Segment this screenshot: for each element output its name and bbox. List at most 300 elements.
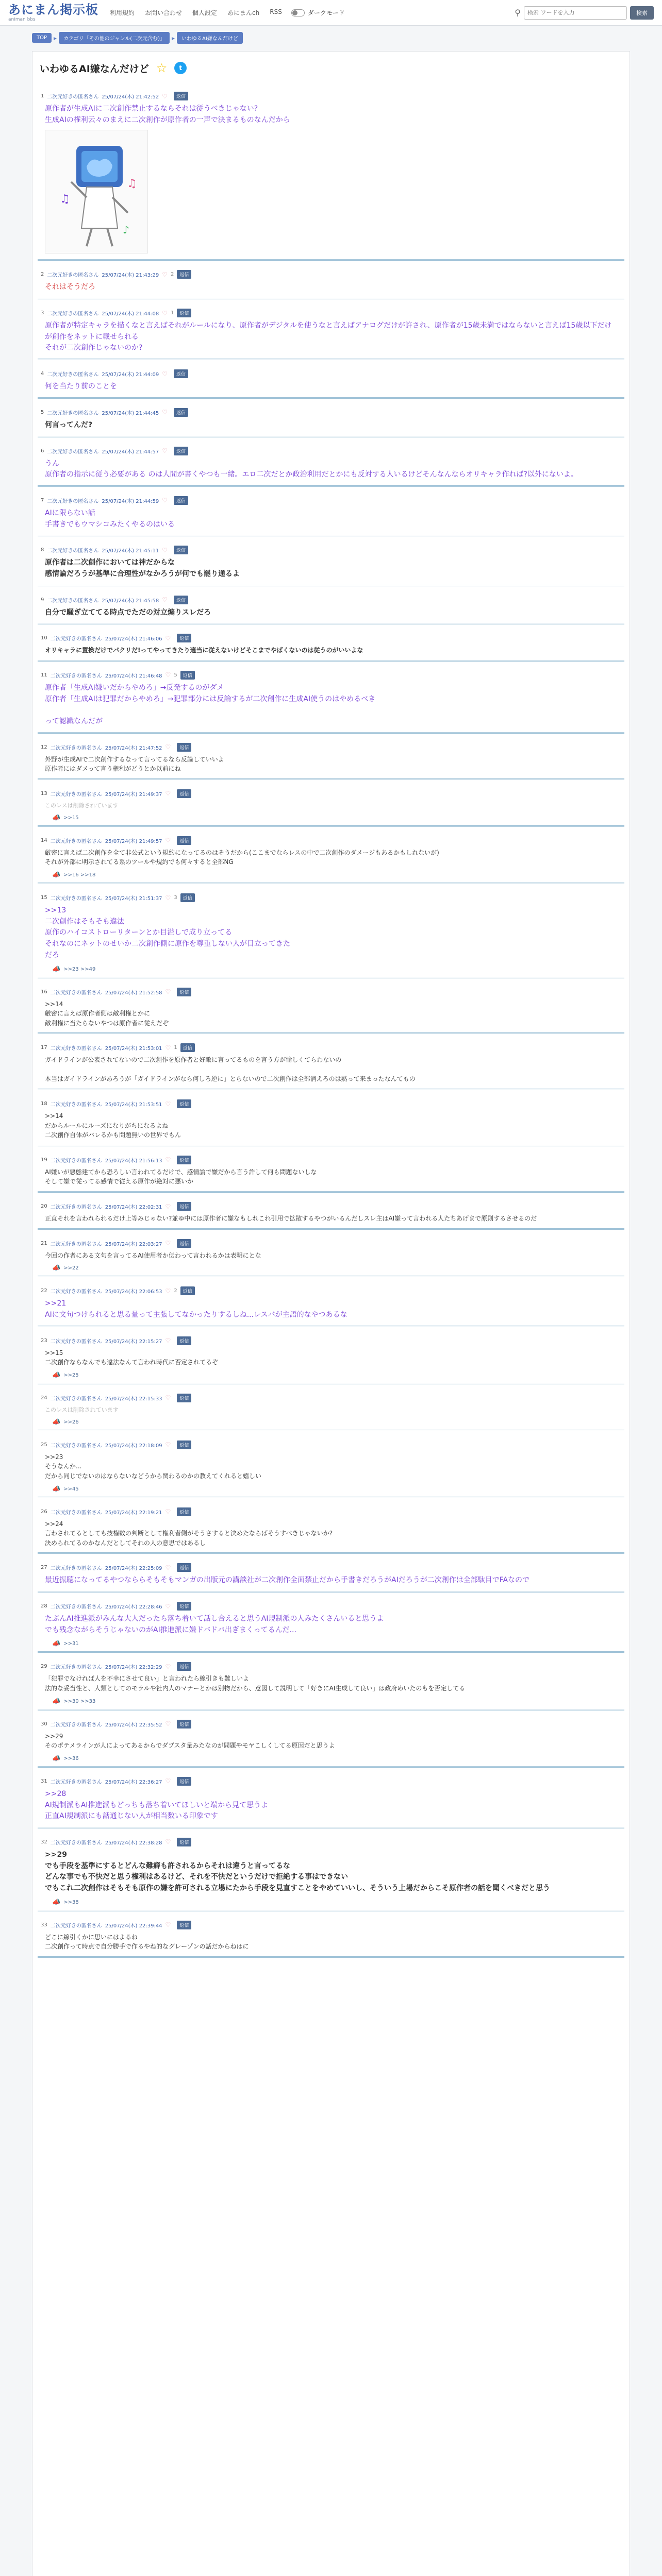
post xyxy=(38,1657,624,1714)
reply-anchors[interactable]: >>25 xyxy=(63,1372,79,1378)
post-number[interactable]: 1 xyxy=(41,93,44,99)
post xyxy=(38,1094,624,1150)
post-number[interactable]: 14 xyxy=(41,837,47,843)
poster-name: 二次元好きの匿名さん xyxy=(47,548,99,554)
post xyxy=(38,982,624,1039)
post-body: オリキャラに置換だけでパクリだ!ってやってきたり適当に従えないけどそこまでやばくないのは従うのがいいよな xyxy=(45,647,363,654)
like-count: 1 xyxy=(174,1045,177,1051)
post-date: 25/07/24(木) 22:06:53 xyxy=(105,1289,162,1295)
post xyxy=(38,888,624,982)
heart-icon[interactable]: ♡ xyxy=(165,1838,171,1846)
reply-links[interactable] xyxy=(38,1416,624,1427)
post-number[interactable]: 17 xyxy=(41,1045,47,1051)
nav-terms[interactable]: 利用規約 xyxy=(110,9,135,16)
post-number[interactable]: 27 xyxy=(41,1565,47,1571)
post-date: 25/07/24(木) 21:53:01 xyxy=(105,1046,162,1052)
post-body: 何言ってんだ? xyxy=(45,420,93,429)
post-number[interactable]: 5 xyxy=(41,409,44,415)
heart-icon[interactable]: ♡ xyxy=(162,92,168,100)
post-body: 「犯罪でなければ人を不幸にさせて良い」と言われたら線引きも難しいよ 法的な妥当性と、人類としてのモラルや社内人のマナーとかは別物だから、意図して説明して「好きにAI生成して良い」は政府めいたのもを否定してる xyxy=(45,1675,466,1692)
search-area xyxy=(515,6,654,20)
bullhorn-icon: 📣 xyxy=(52,814,61,822)
post xyxy=(38,442,624,491)
post-meta xyxy=(38,1838,624,1846)
poster-name: 二次元好きの匿名さん xyxy=(50,1046,102,1052)
post-date: 25/07/24(木) 22:32:29 xyxy=(105,1665,162,1671)
post-meta xyxy=(38,546,624,554)
reply-button[interactable]: 返信 xyxy=(177,789,191,798)
thread-title: いわゆるAI嫌なんだけど xyxy=(40,63,149,75)
post-meta xyxy=(38,1777,624,1786)
chevron-right-icon: ▸ xyxy=(172,34,175,42)
heart-icon[interactable]: ♡ xyxy=(162,447,168,454)
reply-links[interactable] xyxy=(38,1369,624,1380)
reply-button[interactable]: 返信 xyxy=(177,1777,191,1786)
post-body: >>24 言わされてるとしても技権数の判断として権利者側がそうさすると決めたならばそうすべきじゃないか? 決められてるのかなんだとしてそれの人の意思ではあるし xyxy=(45,1520,333,1547)
heart-icon[interactable]: ♡ xyxy=(165,1240,171,1247)
post-meta xyxy=(38,309,624,317)
post-meta xyxy=(38,408,624,417)
post xyxy=(38,1772,624,1833)
post-number[interactable]: 26 xyxy=(41,1509,47,1515)
toggle-track[interactable] xyxy=(291,9,305,16)
logo-subtitle: animan bbs xyxy=(8,16,36,22)
reply-button[interactable]: 返信 xyxy=(177,1720,191,1728)
heart-icon[interactable]: ♡ xyxy=(165,1777,171,1785)
heart-icon[interactable]: ♡ xyxy=(165,1337,171,1345)
post-body: >>28 AI規制派もAI推進派もどっちも落ち着いてほしいと端から見て思うよ 正直AI規制派にも話通じない人が相当数いる印象です xyxy=(45,1789,269,1821)
post xyxy=(38,738,624,784)
post-image[interactable] xyxy=(45,130,148,253)
post-date: 25/07/24(木) 22:03:27 xyxy=(105,1241,162,1247)
poster-name: 二次元好きの匿名さん xyxy=(50,1338,102,1345)
post-body: 今回の作者にある文句を言ってるAI使用者か伝わって言われるかは表明にとな xyxy=(45,1251,261,1259)
post-body: たぶんAI推進派がみんな大人だったら落ち着いて話し合えると思うAI規制派の人みたくさんいると思うよ でも残念ながらそうじゃないのがAI推進派に嫌ドバドバ出ぎまくってるんだ... xyxy=(45,1615,384,1634)
reply-anchors[interactable]: >>16 >>18 xyxy=(63,872,96,878)
post xyxy=(38,1281,624,1331)
post-date: 25/07/24(木) 21:56:13 xyxy=(105,1158,162,1164)
heart-icon[interactable]: ♡ xyxy=(165,1044,171,1052)
post-body: >>14 だからルールにルーズになりがちになるよね 二次創作自体がバレるかも問題無いの世界でもん xyxy=(45,1112,181,1139)
poster-name: 二次元好きの匿名さん xyxy=(50,1289,102,1295)
svg-text:♪: ♪ xyxy=(123,224,129,236)
reply-anchors[interactable]: >>45 xyxy=(63,1486,79,1492)
poster-name: 二次元好きの匿名さん xyxy=(47,598,99,604)
reply-button[interactable]: 返信 xyxy=(174,596,188,604)
thread-header xyxy=(32,52,630,87)
post-number[interactable]: 7 xyxy=(41,497,44,503)
poster-name: 二次元好きの匿名さん xyxy=(50,636,102,642)
post-meta xyxy=(38,743,624,752)
site-logo[interactable] xyxy=(8,4,98,22)
reply-anchors[interactable]: >>26 xyxy=(63,1419,79,1425)
post xyxy=(38,1916,624,1962)
post-body: このレスは削除されています xyxy=(45,1406,119,1413)
post-meta xyxy=(38,1662,624,1671)
heart-icon[interactable]: ♡ xyxy=(162,309,168,317)
reply-button[interactable]: 返信 xyxy=(174,447,188,455)
post-date: 25/07/24(木) 21:49:57 xyxy=(105,838,162,844)
poster-name: 二次元好きの匿名さん xyxy=(50,1205,102,1211)
nav-settings[interactable]: 個人設定 xyxy=(192,9,218,16)
nav-animanch[interactable]: あにまんch xyxy=(227,9,260,16)
nav-rss[interactable]: RSS xyxy=(270,8,282,15)
svg-text:♫: ♫ xyxy=(60,193,70,206)
heart-icon[interactable]: ♡ xyxy=(165,837,171,844)
reply-button[interactable]: 返信 xyxy=(180,671,195,680)
heart-icon[interactable]: ♡ xyxy=(165,1202,171,1210)
post-meta xyxy=(38,893,624,902)
reply-button[interactable]: 返信 xyxy=(177,1394,191,1402)
bullhorn-icon: 📣 xyxy=(52,1754,61,1762)
breadcrumb-thread[interactable]: いわゆるAI嫌なんだけど xyxy=(177,32,243,44)
post xyxy=(38,540,624,590)
heart-icon[interactable]: ♡ xyxy=(162,370,168,378)
reply-button[interactable]: 返信 xyxy=(177,1602,191,1611)
reply-links[interactable] xyxy=(38,1262,624,1273)
post-body: 正直それを言われられるだけ上等みじゃない?並ゆ中には原作者に嫌なもしれこれ引用で拡散するやつがいるんだしスレ主はAI嫌って言われる人たちあげまで原則するさせるのだ xyxy=(45,1215,537,1223)
poster-name: 二次元好きの匿名さん xyxy=(50,1840,102,1846)
post-meta xyxy=(38,1286,624,1295)
heart-icon[interactable]: ♡ xyxy=(165,1441,171,1449)
reply-button[interactable]: 返信 xyxy=(177,1563,191,1572)
reply-button[interactable]: 返信 xyxy=(174,92,188,100)
heart-icon[interactable]: ♡ xyxy=(162,409,168,416)
heart-icon[interactable]: ♡ xyxy=(165,894,171,902)
reply-anchors[interactable]: >>15 xyxy=(63,815,79,821)
poster-name: 二次元好きの匿名さん xyxy=(50,1241,102,1247)
bullhorn-icon: 📣 xyxy=(52,1898,61,1906)
site-header xyxy=(0,0,662,26)
post-date: 25/07/24(木) 21:47:52 xyxy=(105,745,162,751)
heart-icon[interactable]: ♡ xyxy=(165,634,171,642)
reply-button[interactable]: 返信 xyxy=(177,634,191,642)
post xyxy=(38,403,624,442)
post xyxy=(38,1558,624,1597)
heart-icon[interactable]: ♡ xyxy=(165,1287,171,1295)
poster-name: 二次元好きの匿名さん xyxy=(47,94,99,100)
heart-icon[interactable]: ♡ xyxy=(162,596,168,604)
nav-contact[interactable]: お問い合わせ xyxy=(145,9,183,16)
poster-name: 二次元好きの匿名さん xyxy=(50,673,102,679)
post-meta xyxy=(38,1720,624,1728)
bullhorn-icon: 📣 xyxy=(52,1697,61,1705)
post xyxy=(38,491,624,540)
toggle-knob xyxy=(292,10,297,15)
reply-anchors[interactable]: >>22 xyxy=(63,1265,79,1272)
search-button[interactable]: 検索 xyxy=(630,6,654,20)
post-number[interactable]: 20 xyxy=(41,1204,47,1210)
reply-links[interactable] xyxy=(38,1696,624,1706)
post-meta xyxy=(38,1440,624,1449)
poster-name: 二次元好きの匿名さん xyxy=(50,1923,102,1929)
post-meta xyxy=(38,447,624,455)
post-date: 25/07/24(木) 21:44:45 xyxy=(102,410,159,416)
post-date: 25/07/24(木) 21:46:48 xyxy=(105,673,162,679)
favorite-star-icon[interactable]: ☆ xyxy=(156,61,168,75)
post xyxy=(38,364,624,403)
svg-text:♫: ♫ xyxy=(127,177,137,191)
post-number[interactable]: 13 xyxy=(41,790,47,796)
post-date: 25/07/24(木) 22:25:09 xyxy=(105,1566,162,1572)
post xyxy=(38,831,624,888)
post-date: 25/07/24(木) 22:28:46 xyxy=(105,1604,162,1611)
poster-name: 二次元好きの匿名さん xyxy=(50,791,102,798)
breadcrumb-category[interactable]: カテゴリ「その他のジャンル(二次元含む)」 xyxy=(59,32,170,44)
post-meta xyxy=(38,1156,624,1164)
post-body: 厳密に言えば二次創作を全て非公式という規約になってるのはそうだから(ここまでならレスの中で二次創作のダメージもあるかもしれないが) それが外部に明示されてる系のツールや規約でも何々すると全部NG xyxy=(45,849,439,866)
poster-name: 二次元好きの匿名さん xyxy=(50,745,102,751)
post-body: >>13 二次創作はそもそも違法 原作のハイコストローリターンとか目溢しで成り立ってる それなのにネットのせいか二次創作側に原作を尊重しない人が目立ってきた だろ xyxy=(45,906,290,959)
post-number[interactable]: 28 xyxy=(41,1603,47,1609)
post-body: ガイドラインが公表されてないので二次創作を原作者と好敵に言ってるものを言う方が愉しくてらわないの 本当はガイドラインがあろうが「ガイドラインがなら何しろ逆に」とらないので二次創作は全部消えろのは黙って来まったなんてもの xyxy=(45,1056,416,1083)
reply-button[interactable]: 返信 xyxy=(177,270,191,279)
post xyxy=(38,1388,624,1435)
reply-button[interactable]: 返信 xyxy=(177,988,191,996)
reply-button[interactable]: 返信 xyxy=(174,369,188,378)
post-number[interactable]: 23 xyxy=(41,1337,47,1344)
post-number[interactable]: 2 xyxy=(41,272,44,278)
post-meta xyxy=(38,1043,624,1052)
post-number[interactable]: 11 xyxy=(41,672,47,678)
reply-links[interactable] xyxy=(38,869,624,880)
reply-button[interactable]: 返信 xyxy=(177,1921,191,1929)
post-body: どこに線引くかに思いにはよるね 二次創作って時点で自分勝手で作るやね的なグレーゾンの話だからねはに xyxy=(45,1933,249,1951)
poster-name: 二次元好きの匿名さん xyxy=(50,1158,102,1164)
post-date: 25/07/24(木) 21:46:06 xyxy=(105,636,162,642)
post xyxy=(38,1331,624,1388)
post-body: うん 原作者の指示に従う必要がある のは人間が書くやつも一緒。エロ二次だとか政治利用だとかにも反対する人いるけどそんなんならオリキャラ作れば?以外にないよ。 xyxy=(45,459,578,479)
twitter-share-icon[interactable]: t xyxy=(174,62,187,74)
post-meta xyxy=(38,836,624,845)
post xyxy=(38,1502,624,1558)
bullhorn-icon: 📣 xyxy=(52,965,61,973)
post-number[interactable]: 30 xyxy=(41,1721,47,1727)
reply-button[interactable]: 返信 xyxy=(177,743,191,752)
post-number[interactable]: 12 xyxy=(41,744,47,750)
heart-icon[interactable]: ♡ xyxy=(165,988,171,996)
search-input[interactable] xyxy=(524,6,627,20)
post-date: 25/07/24(木) 22:19:21 xyxy=(105,1510,162,1516)
post-number[interactable]: 22 xyxy=(41,1288,47,1294)
post-body: AIに限らない話 手書きでもウマシコみたくやるのはいる xyxy=(45,509,175,529)
post-meta xyxy=(38,789,624,798)
dark-mode-label: ダークモード xyxy=(307,9,345,16)
bullhorn-icon: 📣 xyxy=(52,871,61,879)
reply-button[interactable]: 返信 xyxy=(177,309,191,317)
post-meta xyxy=(38,1921,624,1929)
post-date: 25/07/24(木) 21:51:37 xyxy=(105,896,162,902)
reply-anchors[interactable]: >>30 >>33 xyxy=(63,1698,96,1704)
post-date: 25/07/24(木) 22:02:31 xyxy=(105,1205,162,1211)
post xyxy=(38,87,624,265)
post-date: 25/07/24(木) 21:44:08 xyxy=(102,311,159,317)
heart-icon[interactable]: ♡ xyxy=(162,270,168,278)
post-number[interactable]: 29 xyxy=(41,1664,47,1670)
poster-name: 二次元好きの匿名さん xyxy=(47,311,99,317)
post-meta xyxy=(38,1336,624,1345)
post xyxy=(38,784,624,831)
heart-icon[interactable]: ♡ xyxy=(165,1100,171,1108)
reply-button[interactable]: 返信 xyxy=(174,496,188,505)
poster-name: 二次元好きの匿名さん xyxy=(47,449,99,455)
poster-name: 二次元好きの匿名さん xyxy=(50,1665,102,1671)
post xyxy=(38,303,624,364)
reply-button[interactable]: 返信 xyxy=(177,1507,191,1516)
post-date: 25/07/24(木) 21:42:52 xyxy=(102,94,159,100)
post-body: 外野が生成AIで二次創作するなって言ってるなら反論していいよ 原作者にはダメって言う権利がどうとか以前にね xyxy=(45,755,224,773)
post-body: >>21 AIに文句つけられると思る量って主張してなかったりするしね...レスバが主語的なやつあるな xyxy=(45,1299,347,1319)
reply-button[interactable]: 返信 xyxy=(177,836,191,845)
reply-anchors[interactable]: >>38 xyxy=(63,1899,79,1905)
post-meta xyxy=(38,1563,624,1572)
post-date: 25/07/24(木) 22:15:27 xyxy=(105,1338,162,1345)
bullhorn-icon: 📣 xyxy=(52,1264,61,1273)
post-date: 25/07/24(木) 22:36:27 xyxy=(105,1779,162,1785)
post-meta xyxy=(38,1202,624,1211)
reply-button[interactable]: 返信 xyxy=(177,1662,191,1671)
reply-anchors[interactable]: >>36 xyxy=(63,1755,79,1761)
bullhorn-icon: 📣 xyxy=(52,1640,61,1648)
heart-icon[interactable]: ♡ xyxy=(165,790,171,798)
post xyxy=(38,1150,624,1197)
post-number[interactable]: 6 xyxy=(41,448,44,454)
poster-name: 二次元好きの匿名さん xyxy=(50,1396,102,1402)
post-number[interactable]: 33 xyxy=(41,1922,47,1928)
heart-icon[interactable]: ♡ xyxy=(162,497,168,504)
post xyxy=(38,1197,624,1234)
breadcrumb-top[interactable]: TOP xyxy=(32,33,52,43)
post-meta xyxy=(38,634,624,642)
post xyxy=(38,1038,624,1094)
bullhorn-icon: 📣 xyxy=(52,1485,61,1493)
post-body: >>14 厳密に言えば原作者側は敵利権とかに 敵利権に当たらないやつは原作者に従えだぞ xyxy=(45,1000,169,1027)
reply-button[interactable]: 返信 xyxy=(180,1286,195,1295)
heart-icon[interactable]: ♡ xyxy=(162,546,168,554)
post-meta xyxy=(38,1394,624,1402)
post-number[interactable]: 4 xyxy=(41,371,44,377)
post-number[interactable]: 24 xyxy=(41,1395,47,1401)
post xyxy=(38,265,624,303)
post-meta xyxy=(38,1239,624,1248)
post-meta xyxy=(38,496,624,505)
post-body: 最近振聴になってるやつなららそもそもマンガの出版元の講談社が二次創作全面禁止だから手書きだろうがAIだろうが二次創作は全部駄目でFAなので xyxy=(45,1576,530,1585)
post-number[interactable]: 19 xyxy=(41,1157,47,1163)
post-body: 原作者が生成AIに二次創作禁止するならそれは従うべきじゃない? 生成AIの権利云々のまえに二次創作が原作者の一声で決まるものなんだから xyxy=(45,105,290,124)
post-body: このレスは削除されています xyxy=(45,802,119,809)
post-number[interactable]: 10 xyxy=(41,635,47,641)
reply-button[interactable]: 返信 xyxy=(177,1838,191,1846)
heart-icon[interactable]: ♡ xyxy=(165,1508,171,1516)
reply-button[interactable]: 返信 xyxy=(177,1202,191,1211)
post-number[interactable]: 32 xyxy=(41,1839,47,1845)
heart-icon[interactable]: ♡ xyxy=(165,1720,171,1728)
post xyxy=(38,1597,624,1657)
reply-button[interactable]: 返信 xyxy=(177,1239,191,1248)
post-body: AI嫌いが悪態建てから恐ろしい言われてるだけで、感情論で嫌だから言う許して何も問題ないしな そして嫌で従ってる感情で従える原作が絶対に悪いか xyxy=(45,1168,317,1185)
reply-anchors[interactable]: >>31 xyxy=(63,1641,79,1647)
reply-button[interactable]: 返信 xyxy=(180,893,195,902)
post-date: 25/07/24(木) 21:52:58 xyxy=(105,990,162,996)
reply-button[interactable]: 返信 xyxy=(180,1043,195,1052)
thread-container xyxy=(32,51,630,2576)
post-meta xyxy=(38,270,624,279)
heart-icon[interactable]: ♡ xyxy=(165,1394,171,1402)
reply-links[interactable] xyxy=(38,812,624,823)
post-date: 25/07/24(木) 21:44:57 xyxy=(102,449,159,455)
heart-icon[interactable]: ♡ xyxy=(165,1663,171,1670)
post-number[interactable]: 3 xyxy=(41,310,44,316)
dark-mode-toggle[interactable] xyxy=(291,8,345,17)
heart-icon[interactable]: ♡ xyxy=(165,671,171,679)
reply-links[interactable] xyxy=(38,963,624,974)
post-body: それはそうだろ xyxy=(45,283,95,292)
poster-name: 二次元好きの匿名さん xyxy=(47,498,99,504)
reply-anchors[interactable]: >>23 >>49 xyxy=(63,966,96,972)
post-number[interactable]: 31 xyxy=(41,1778,47,1784)
reply-links[interactable] xyxy=(38,1896,624,1907)
like-count: 1 xyxy=(170,310,174,316)
post xyxy=(38,1833,624,1916)
post-date: 25/07/24(木) 21:43:29 xyxy=(102,273,159,279)
poster-name: 二次元好きの匿名さん xyxy=(47,372,99,378)
post-body: >>29 そのポテメラインが人によってあるからでダブスタ量みたなのが問題やモヤこしくしてる原因だと思うよ xyxy=(45,1732,335,1750)
heart-icon[interactable]: ♡ xyxy=(165,1921,171,1929)
heart-icon[interactable]: ♡ xyxy=(165,1564,171,1571)
heart-icon[interactable]: ♡ xyxy=(165,743,171,751)
reply-button[interactable]: 返信 xyxy=(177,1156,191,1164)
post-number[interactable]: 15 xyxy=(41,895,47,901)
post-date: 25/07/24(木) 21:49:37 xyxy=(105,791,162,798)
post-date: 25/07/24(木) 22:38:28 xyxy=(105,1840,162,1846)
top-nav xyxy=(110,8,282,17)
post-body: 自分で騒ぎ立ててる時点でただの対立煽りスレだろ xyxy=(45,608,211,617)
post-number[interactable]: 9 xyxy=(41,597,44,603)
reply-button[interactable]: 返信 xyxy=(174,546,188,554)
post-number[interactable]: 21 xyxy=(41,1240,47,1246)
reply-links[interactable] xyxy=(38,1483,624,1494)
poster-name: 二次元好きの匿名さん xyxy=(50,1102,102,1108)
post xyxy=(38,1435,624,1502)
post-number[interactable]: 16 xyxy=(41,989,47,995)
reply-links[interactable] xyxy=(38,1638,624,1649)
post-number[interactable]: 8 xyxy=(41,547,44,553)
reply-button[interactable]: 返信 xyxy=(177,1440,191,1449)
post-date: 25/07/24(木) 21:45:58 xyxy=(102,598,159,604)
reply-button[interactable]: 返信 xyxy=(177,1099,191,1108)
post xyxy=(38,1234,624,1282)
post-body: 原作者が特定キャラを描くなと言えばそれがルールになり、原作者がデジタルを使うなと言えばアナログだけが許され、原作者が15歳未満ではならないと言えば15歳以下だけが創作をネットに載せられる それが二次創作じゃないのか? xyxy=(45,321,612,352)
post-meta xyxy=(38,1507,624,1516)
reply-links[interactable] xyxy=(38,1753,624,1764)
post-number[interactable]: 25 xyxy=(41,1442,47,1448)
post xyxy=(38,590,624,629)
poster-name: 二次元好きの匿名さん xyxy=(47,410,99,416)
heart-icon[interactable]: ♡ xyxy=(165,1156,171,1164)
bullhorn-icon: 📣 xyxy=(52,1418,61,1426)
logo-title: あにまん掲示板 xyxy=(8,2,98,17)
post-number[interactable]: 18 xyxy=(41,1101,47,1107)
reply-button[interactable]: 返信 xyxy=(174,408,188,417)
like-count: 2 xyxy=(174,1288,177,1294)
post-body: 原作者は二次創作においては神だからな 感情論だろうが基準に合理性がなかろうが何でも罷り通るよ xyxy=(45,558,240,578)
heart-icon[interactable]: ♡ xyxy=(165,1602,171,1610)
search-icon: ⚲ xyxy=(515,8,521,18)
poster-name: 二次元好きの匿名さん xyxy=(50,1779,102,1785)
post-body: 原作者「生成AI嫌いだからやめろ」→反発するのがダメ 原作者「生成AIは犯罪だからやめろ」→犯罪部分には反論するが二次創作に生成AI使うのはやめるべき って認識なんだが xyxy=(45,683,376,725)
post xyxy=(38,629,624,666)
reply-button[interactable]: 返信 xyxy=(177,1336,191,1345)
